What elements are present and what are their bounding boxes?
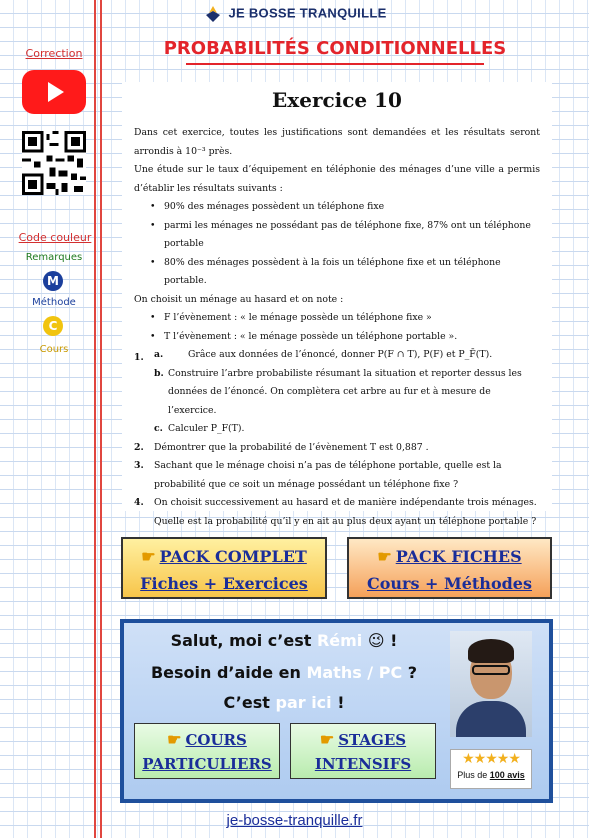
pointing-hand-icon: ☛ [167,730,182,749]
pack-fiches-button[interactable] [347,537,552,599]
legend-methode: Méthode [32,297,76,308]
promo-text: 😉 ! [367,631,398,650]
footer-link[interactable]: je-bosse-tranquille.fr [226,812,363,829]
question-number: 3. [134,460,144,471]
pointing-hand-icon: ☛ [319,730,335,749]
list-item: • F l’évènement : « le ménage possède un téléphone fixe » [134,309,540,328]
question-3 [134,457,540,494]
question-text: On choisit successivement au hasard et de manière indépendante trois ménages. Quelle est la probabilité qu’il y en ait au plus deux ayant un téléphone portable ? [154,497,537,527]
code-couleur-label: Code couleur [18,231,92,244]
intro-paragraph: Une étude sur le taux d’équipement en téléphonie des ménages d’une ville a permis d’établir les résultats suivants : [134,164,540,194]
qr-code-icon[interactable] [22,131,86,195]
promo-name: Rémi [316,631,363,650]
promo-text: Besoin d’aide en [150,663,301,682]
margin-line [94,0,96,838]
star-rating-icon: ★★★★★ [462,751,520,767]
page-title: PROBABILITÉS CONDITIONNELLES [163,38,507,59]
question-4 [134,494,540,531]
pointing-hand-icon: ☛ [141,547,156,566]
cta-line: COURS [185,731,247,749]
pack-complet-line2: Fiches + Exercices [140,574,308,593]
list-item: • T l’évènement : « le ménage possède un téléphone portable ». [134,328,540,347]
legend-remarques: Remarques [25,252,83,263]
subquestion-text: données de l’énoncé. On complètera cet arbre au fur et à mesure de l’exercice. [168,386,491,416]
exercise-card [122,82,552,527]
promo-text: ? [407,663,418,682]
question-1b [134,365,540,384]
title-underline [186,63,484,65]
pack-fiches-line2: Cours + Méthodes [367,574,532,593]
list-item: • parmi les ménages ne possédant pas de téléphone fixe, 87% ont un téléphone portable [134,217,540,254]
promo-box [120,619,553,803]
question-number: 1. [134,352,144,363]
promo-text: Salut, moi c’est [170,631,312,650]
margin-line [100,0,102,838]
question-text: Démontrer que la probabilité de l’évènement T est 0,887 . [154,441,429,453]
subquestion-label: c. [154,423,163,434]
subquestion-label: a. [154,349,164,360]
promo-link[interactable]: par ici [275,693,332,712]
promo-text: ! [337,693,345,712]
subquestion-label: b. [154,367,164,379]
question-number: 4. [134,497,144,508]
pack-complet-line1: PACK COMPLET [159,547,307,566]
correction-label: Correction [25,47,83,60]
question-1c [134,420,540,439]
promo-subjects: Maths / PC [306,663,403,682]
methode-badge-icon: M [43,271,63,291]
cours-badge-icon: C [43,316,63,336]
legend-cours: Cours [39,344,69,355]
cta-line: INTENSIFS [314,755,412,773]
question-2 [134,439,540,458]
promo-text: C’est [223,693,270,712]
brand-name: JE BOSSE TRANQUILLE [228,5,387,21]
question-number: 2. [134,441,144,453]
intro-paragraph: Dans cet exercice, toutes les justifications sont demandées et les résultats seront arrondis à 10⁻³ près. [134,127,540,157]
question-1a [134,346,540,365]
pointing-hand-icon: ☛ [377,547,392,566]
cours-particuliers-button[interactable] [134,723,280,779]
question-text: Sachant que le ménage choisi n’a pas de téléphone portable, quelle est la probabilité que ce soit un ménage possédant un téléphone fixe ? [154,460,502,490]
intro-paragraph: On choisit un ménage au hasard et on note : [134,293,344,305]
cta-line: STAGES [338,731,407,749]
pack-fiches-line1: PACK FICHES [395,547,522,566]
brand-header[interactable] [0,5,589,23]
promo-greeting [134,631,434,650]
reviews-link[interactable]: 100 avis [489,770,525,780]
reviews-count [451,768,531,782]
tutor-photo [450,631,532,737]
exercise-title: Exercice 10 [272,88,402,112]
pack-complet-button[interactable] [121,537,327,599]
list-item: • 80% des ménages possèdent à la fois un téléphone fixe et un téléphone portable. [134,254,540,291]
list-item: • 90% des ménages possèdent un téléphone fixe [134,198,540,217]
subquestion-text: Construire l’arbre probabiliste résumant la situation et reporter dessus les [168,367,522,379]
exercise-body [134,124,540,531]
stages-intensifs-button[interactable] [290,723,436,779]
promo-help [134,663,434,682]
rating-badge[interactable] [450,749,532,789]
promo-cta-line [134,693,434,712]
youtube-play-icon[interactable] [22,70,86,114]
subquestion-text: Calculer P_F(T). [168,423,245,434]
brand-logo-icon [202,5,224,23]
reviews-prefix: Plus de [457,770,488,780]
cta-line: PARTICULIERS [142,755,272,773]
subquestion-text: Grâce aux données de l’énoncé, donner P(F ∩ T), P(F) et P_F̄(T). [188,349,493,360]
